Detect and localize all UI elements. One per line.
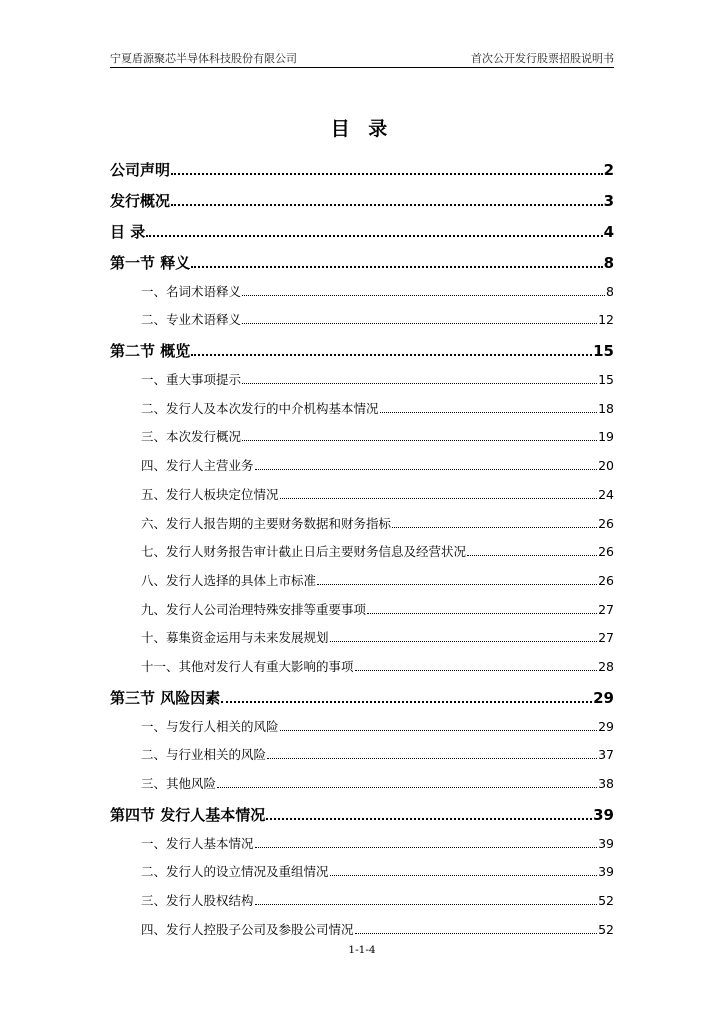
toc-entry-page: 26: [598, 572, 614, 588]
toc-entry-label: 三、发行人股权结构: [141, 893, 254, 909]
toc-section-entry[interactable]: [110, 647, 614, 676]
toc-entry-page: 38: [598, 776, 614, 791]
toc-section-entry[interactable]: [110, 272, 614, 301]
toc-entry-label: 发行概况: [110, 192, 171, 210]
toc-entry-label: 六、发行人报告期的主要财务数据和财务指标: [141, 515, 392, 531]
toc-section-entry[interactable]: [110, 360, 614, 389]
toc-entry-page: 29: [593, 688, 614, 707]
toc-entry-label: 一、重大事项提示: [141, 372, 242, 388]
toc-entry-page: 27: [598, 630, 614, 646]
toc-entry-label: 四、发行人控股子公司及参股公司情况: [141, 921, 354, 937]
toc-dot-leader: [191, 256, 602, 268]
toc-dot-leader: [221, 691, 592, 703]
toc-entry-label: 第二节 概览: [110, 342, 191, 361]
toc-section-entry[interactable]: [110, 853, 614, 882]
toc-entry-page: 15: [593, 342, 614, 361]
toc-dot-leader: [242, 285, 605, 296]
header-divider: [110, 67, 614, 68]
toc-entry-page: 8: [603, 254, 614, 272]
page-header: [110, 50, 614, 66]
toc-entry-label: 十、募集资金运用与未来发展规划: [141, 630, 329, 646]
toc-entry-label: 二、发行人的设立情况及重组情况: [141, 864, 329, 880]
toc-dot-leader: [280, 488, 598, 499]
toc-entry-label: 目 录: [110, 223, 146, 241]
toc-entry-page: 27: [598, 601, 614, 617]
toc-section-entry[interactable]: [110, 446, 614, 475]
toc-section-entry[interactable]: [110, 707, 614, 736]
toc-entry-page: 37: [598, 747, 614, 763]
toc-entry-page: 28: [598, 658, 614, 674]
toc-chapter-entry[interactable]: [110, 179, 614, 210]
header-company-name: 宁夏盾源聚芯半导体科技股份有限公司: [110, 52, 297, 65]
toc-chapter-entry[interactable]: [110, 329, 614, 360]
toc-entry-page: 19: [598, 429, 614, 445]
toc-dot-leader: [330, 631, 598, 642]
toc-dot-leader: [242, 313, 597, 324]
toc-entry-page: 4: [603, 223, 614, 241]
toc-section-entry[interactable]: [110, 619, 614, 648]
header-document-title: 首次公开发行股票招股说明书: [471, 52, 614, 65]
toc-dot-leader: [242, 430, 597, 441]
toc-entry-page: 2: [603, 161, 614, 179]
toc-entry-page: 18: [598, 400, 614, 416]
table-of-contents: [110, 148, 614, 939]
toc-dot-leader: [171, 194, 603, 206]
toc-entry-page: 24: [598, 486, 614, 502]
toc-chapter-entry[interactable]: [110, 241, 614, 272]
toc-section-entry[interactable]: [110, 590, 614, 619]
toc-title: 目 录: [330, 118, 394, 140]
toc-dot-leader: [191, 344, 592, 356]
toc-entry-label: 第三节 风险因素: [110, 688, 221, 707]
toc-dot-leader: [171, 163, 603, 175]
toc-entry-label: 一、发行人基本情况: [141, 835, 254, 851]
toc-entry-label: 第四节 发行人基本情况: [110, 806, 266, 824]
toc-entry-label: 一、与发行人相关的风险: [141, 718, 279, 734]
toc-entry-page: 52: [598, 921, 614, 937]
toc-entry-label: 五、发行人板块定位情况: [141, 486, 279, 502]
page-number: 1-1-4: [348, 944, 376, 956]
toc-entry-page: 3: [603, 192, 614, 210]
toc-entry-label: 三、本次发行概况: [141, 429, 242, 445]
toc-dot-leader: [266, 808, 592, 820]
toc-chapter-entry[interactable]: [110, 210, 614, 241]
toc-entry-page: 12: [598, 312, 614, 328]
toc-chapter-entry[interactable]: [110, 148, 614, 179]
toc-entry-label: 二、专业术语释义: [141, 312, 242, 328]
toc-entry-page: 26: [598, 544, 614, 560]
toc-entry-label: 一、名词术语释义: [141, 283, 242, 299]
toc-entry-page: 8: [606, 283, 614, 299]
toc-dot-leader: [392, 517, 597, 528]
toc-entry-label: 九、发行人公司治理特殊安排等重要事项: [141, 601, 367, 617]
toc-section-entry[interactable]: [110, 561, 614, 590]
toc-entry-page: 15: [598, 372, 614, 388]
toc-section-entry[interactable]: [110, 910, 614, 939]
toc-entry-label: 四、发行人主营业务: [141, 458, 254, 474]
toc-dot-leader: [146, 225, 602, 237]
toc-entry-label: 第一节 释义: [110, 254, 191, 272]
toc-dot-leader: [355, 923, 598, 934]
toc-dot-leader: [280, 720, 598, 731]
toc-section-entry[interactable]: [110, 504, 614, 533]
toc-entry-page: 39: [598, 835, 614, 851]
toc-entry-page: 26: [598, 515, 614, 531]
toc-dot-leader: [255, 894, 598, 905]
toc-section-entry[interactable]: [110, 418, 614, 447]
toc-dot-leader: [267, 748, 597, 759]
toc-dot-leader: [242, 373, 597, 384]
toc-entry-page: 39: [598, 864, 614, 880]
toc-entry-label: 二、与行业相关的风险: [141, 747, 267, 763]
toc-dot-leader: [317, 574, 597, 585]
toc-entry-page: 39: [593, 806, 614, 824]
toc-dot-leader: [255, 837, 598, 848]
toc-entry-label: 八、发行人选择的具体上市标准: [141, 572, 317, 588]
toc-chapter-entry[interactable]: [110, 793, 614, 824]
toc-dot-leader: [367, 603, 597, 614]
toc-section-entry[interactable]: [110, 389, 614, 418]
toc-chapter-entry[interactable]: [110, 676, 614, 707]
toc-section-entry[interactable]: [110, 736, 614, 765]
toc-entry-page: 20: [598, 458, 614, 474]
toc-entry-label: 三、其他风险: [141, 776, 217, 791]
toc-dot-leader: [355, 660, 598, 671]
toc-dot-leader: [467, 545, 597, 556]
toc-section-entry[interactable]: [110, 301, 614, 330]
toc-dot-leader: [217, 777, 597, 788]
toc-entry-page: 52: [598, 893, 614, 909]
toc-dot-leader: [255, 459, 598, 470]
toc-entry-label: 二、发行人及本次发行的中介机构基本情况: [141, 400, 379, 416]
toc-section-entry[interactable]: [110, 881, 614, 910]
toc-entry-label: 公司声明: [110, 161, 171, 179]
toc-entry-page: 29: [598, 718, 614, 734]
toc-section-entry[interactable]: [110, 764, 614, 793]
toc-entry-label: 七、发行人财务报告审计截止日后主要财务信息及经营状况: [141, 544, 467, 560]
toc-entry-label: 十一、其他对发行人有重大影响的事项: [141, 658, 354, 674]
toc-section-entry[interactable]: [110, 475, 614, 504]
toc-section-entry[interactable]: [110, 533, 614, 562]
toc-section-entry[interactable]: [110, 824, 614, 853]
toc-dot-leader: [380, 402, 598, 413]
toc-dot-leader: [330, 865, 598, 876]
